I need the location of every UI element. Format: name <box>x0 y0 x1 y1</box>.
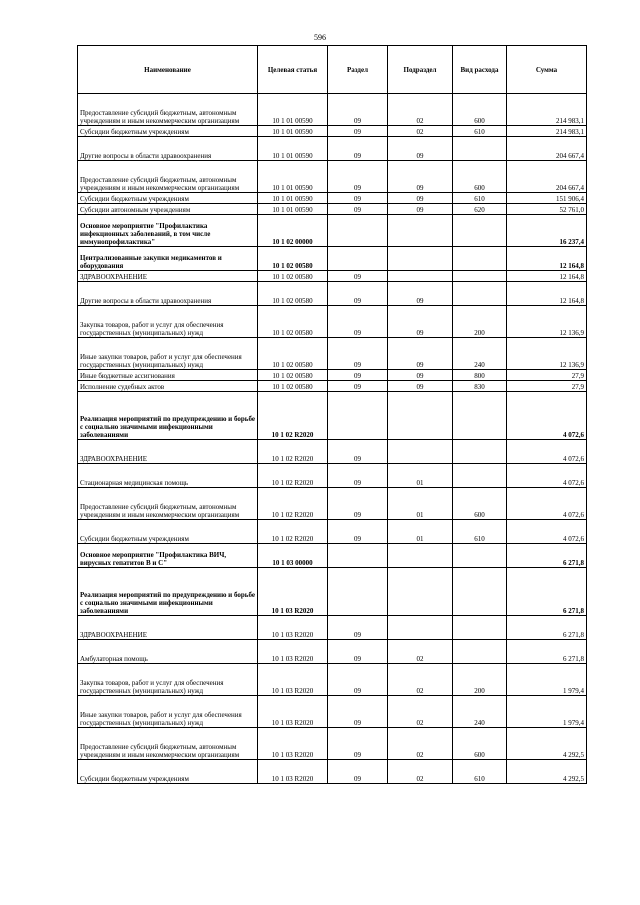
row-subsection-cell: 01 <box>388 464 453 488</box>
row-section-cell: 09 <box>328 381 388 392</box>
row-section-cell: 09 <box>328 193 388 204</box>
row-expense-type-cell: 240 <box>453 338 507 370</box>
table-body <box>78 94 587 784</box>
row-amount-cell: 6 271,8 <box>507 544 587 568</box>
table-row <box>78 520 587 544</box>
row-section-cell: 09 <box>328 464 388 488</box>
column-header-target: Целевая статья <box>258 46 328 94</box>
row-name-cell: ЗДРАВООХРАНЕНИЕ <box>78 440 258 464</box>
row-name-cell: Основное мероприятие "Профилактика инфекционных заболеваний, в том числе иммунопрофилактика" <box>78 215 258 247</box>
row-expense-type-cell: 600 <box>453 94 507 126</box>
row-name-cell: Закупка товаров, работ и услуг для обеспечения государственных (муниципальных) нужд <box>78 664 258 696</box>
row-subsection-cell <box>388 271 453 282</box>
row-amount-cell: 4 072,6 <box>507 520 587 544</box>
row-target-cell: 10 1 02 R2020 <box>258 440 328 464</box>
table-row <box>78 488 587 520</box>
row-subsection-cell <box>388 544 453 568</box>
row-section-cell: 09 <box>328 126 388 137</box>
row-target-cell: 10 1 02 00580 <box>258 271 328 282</box>
budget-table <box>77 45 587 784</box>
row-target-cell: 10 1 02 00580 <box>258 247 328 271</box>
row-section-cell <box>328 392 388 440</box>
row-amount-cell: 4 072,6 <box>507 488 587 520</box>
row-expense-type-cell: 200 <box>453 664 507 696</box>
row-expense-type-cell <box>453 392 507 440</box>
row-name-cell: Реализация мероприятий по предупреждению и борьбе с социально значимыми инфекционными заболеваниями <box>78 568 258 616</box>
row-expense-type-cell: 600 <box>453 488 507 520</box>
row-name-cell: Амбулаторная помощь <box>78 640 258 664</box>
row-expense-type-cell <box>453 215 507 247</box>
row-name-cell: Другие вопросы в области здравоохранения <box>78 282 258 306</box>
row-expense-type-cell: 240 <box>453 696 507 728</box>
table-row <box>78 247 587 271</box>
row-target-cell: 10 1 02 R2020 <box>258 392 328 440</box>
row-name-cell: Иные закупки товаров, работ и услуг для обеспечения государственных (муниципальных) нужд <box>78 338 258 370</box>
row-amount-cell: 4 292,5 <box>507 760 587 784</box>
row-name-cell: Предоставление субсидий бюджетным, автономным учреждениям и иным некоммерческим организациям <box>78 94 258 126</box>
row-expense-type-cell: 830 <box>453 381 507 392</box>
row-amount-cell: 12 136,9 <box>507 338 587 370</box>
row-section-cell: 09 <box>328 640 388 664</box>
table-row <box>78 137 587 161</box>
row-section-cell: 09 <box>328 271 388 282</box>
row-name-cell: Иные бюджетные ассигнования <box>78 370 258 381</box>
row-subsection-cell: 02 <box>388 640 453 664</box>
row-subsection-cell: 02 <box>388 94 453 126</box>
table-row <box>78 370 587 381</box>
row-amount-cell: 12 164,8 <box>507 247 587 271</box>
table-row <box>78 381 587 392</box>
row-expense-type-cell <box>453 544 507 568</box>
row-amount-cell: 204 667,4 <box>507 137 587 161</box>
row-section-cell: 09 <box>328 161 388 193</box>
row-subsection-cell: 02 <box>388 728 453 760</box>
row-name-cell: Субсидии бюджетным учреждениям <box>78 520 258 544</box>
table-row <box>78 464 587 488</box>
row-section-cell: 09 <box>328 664 388 696</box>
row-section-cell: 09 <box>328 137 388 161</box>
row-expense-type-cell <box>453 464 507 488</box>
row-section-cell: 09 <box>328 370 388 381</box>
row-target-cell: 10 1 03 R2020 <box>258 760 328 784</box>
row-name-cell: Исполнение судебных актов <box>78 381 258 392</box>
row-expense-type-cell: 610 <box>453 126 507 137</box>
row-amount-cell: 12 136,9 <box>507 306 587 338</box>
row-name-cell: Предоставление субсидий бюджетным, автономным учреждениям и иным некоммерческим организациям <box>78 488 258 520</box>
row-amount-cell: 214 983,1 <box>507 94 587 126</box>
row-subsection-cell: 09 <box>388 370 453 381</box>
row-name-cell: Иные закупки товаров, работ и услуг для обеспечения государственных (муниципальных) нужд <box>78 696 258 728</box>
table-row <box>78 193 587 204</box>
table-row <box>78 392 587 440</box>
row-amount-cell: 204 667,4 <box>507 161 587 193</box>
row-subsection-cell: 01 <box>388 520 453 544</box>
row-section-cell: 09 <box>328 440 388 464</box>
row-amount-cell: 214 983,1 <box>507 126 587 137</box>
table-row <box>78 94 587 126</box>
row-amount-cell: 6 271,8 <box>507 568 587 616</box>
row-amount-cell: 12 164,8 <box>507 271 587 282</box>
row-target-cell: 10 1 03 R2020 <box>258 640 328 664</box>
row-subsection-cell: 09 <box>388 137 453 161</box>
row-amount-cell: 4 072,6 <box>507 392 587 440</box>
table-row <box>78 306 587 338</box>
row-subsection-cell <box>388 616 453 640</box>
row-expense-type-cell: 600 <box>453 161 507 193</box>
column-header-expense-type: Вид расхода <box>453 46 507 94</box>
row-target-cell: 10 1 01 00590 <box>258 94 328 126</box>
row-target-cell: 10 1 02 00580 <box>258 282 328 306</box>
row-section-cell <box>328 247 388 271</box>
row-name-cell: ЗДРАВООХРАНЕНИЕ <box>78 616 258 640</box>
row-expense-type-cell: 200 <box>453 306 507 338</box>
row-section-cell: 09 <box>328 204 388 215</box>
column-header-amount: Сумма <box>507 46 587 94</box>
row-section-cell <box>328 544 388 568</box>
row-target-cell: 10 1 02 R2020 <box>258 488 328 520</box>
row-name-cell: Субсидии бюджетным учреждениям <box>78 126 258 137</box>
row-name-cell: Субсидии бюджетным учреждениям <box>78 760 258 784</box>
row-subsection-cell: 02 <box>388 126 453 137</box>
row-expense-type-cell <box>453 616 507 640</box>
row-name-cell: Субсидии автономным учреждениям <box>78 204 258 215</box>
row-target-cell: 10 1 03 R2020 <box>258 728 328 760</box>
row-subsection-cell: 09 <box>388 306 453 338</box>
row-subsection-cell: 02 <box>388 664 453 696</box>
row-amount-cell: 6 271,8 <box>507 616 587 640</box>
row-name-cell: Предоставление субсидий бюджетным, автономным учреждениям и иным некоммерческим организациям <box>78 728 258 760</box>
row-section-cell: 09 <box>328 94 388 126</box>
row-name-cell: Централизованные закупки медикаментов и оборудования <box>78 247 258 271</box>
row-subsection-cell: 02 <box>388 760 453 784</box>
table-row <box>78 440 587 464</box>
row-name-cell: ЗДРАВООХРАНЕНИЕ <box>78 271 258 282</box>
row-subsection-cell: 09 <box>388 338 453 370</box>
row-target-cell: 10 1 01 00590 <box>258 161 328 193</box>
table-row <box>78 204 587 215</box>
column-header-name: Наименование <box>78 46 258 94</box>
row-subsection-cell: 01 <box>388 488 453 520</box>
row-section-cell: 09 <box>328 488 388 520</box>
row-expense-type-cell <box>453 440 507 464</box>
row-section-cell <box>328 215 388 247</box>
row-subsection-cell <box>388 247 453 271</box>
row-section-cell: 09 <box>328 306 388 338</box>
table-row <box>78 282 587 306</box>
row-target-cell: 10 1 03 R2020 <box>258 664 328 696</box>
row-expense-type-cell <box>453 568 507 616</box>
row-target-cell: 10 1 02 00580 <box>258 338 328 370</box>
table-row <box>78 126 587 137</box>
row-name-cell: Другие вопросы в области здравоохранения <box>78 137 258 161</box>
table-row <box>78 664 587 696</box>
row-amount-cell: 1 979,4 <box>507 664 587 696</box>
row-amount-cell: 1 979,4 <box>507 696 587 728</box>
row-expense-type-cell: 610 <box>453 760 507 784</box>
row-section-cell <box>328 568 388 616</box>
row-subsection-cell: 09 <box>388 161 453 193</box>
table-row <box>78 696 587 728</box>
row-subsection-cell <box>388 392 453 440</box>
row-subsection-cell: 09 <box>388 193 453 204</box>
row-name-cell: Основное мероприятие "Профилактика ВИЧ, вирусных гепатитов В и С" <box>78 544 258 568</box>
row-section-cell: 09 <box>328 338 388 370</box>
row-expense-type-cell: 610 <box>453 520 507 544</box>
row-subsection-cell: 09 <box>388 282 453 306</box>
row-name-cell: Субсидии бюджетным учреждениям <box>78 193 258 204</box>
row-amount-cell: 4 072,6 <box>507 464 587 488</box>
row-amount-cell: 27,9 <box>507 370 587 381</box>
table-row <box>78 161 587 193</box>
page-number: 596 <box>314 33 326 42</box>
row-amount-cell: 52 761,0 <box>507 204 587 215</box>
table-row <box>78 544 587 568</box>
row-subsection-cell <box>388 440 453 464</box>
row-expense-type-cell: 600 <box>453 728 507 760</box>
row-section-cell: 09 <box>328 728 388 760</box>
row-section-cell: 09 <box>328 616 388 640</box>
row-target-cell: 10 1 01 00590 <box>258 204 328 215</box>
row-amount-cell: 4 292,5 <box>507 728 587 760</box>
row-target-cell: 10 1 01 00590 <box>258 137 328 161</box>
row-name-cell: Закупка товаров, работ и услуг для обеспечения государственных (муниципальных) нужд <box>78 306 258 338</box>
row-subsection-cell <box>388 215 453 247</box>
row-target-cell: 10 1 01 00590 <box>258 193 328 204</box>
column-header-section: Раздел <box>328 46 388 94</box>
row-expense-type-cell <box>453 137 507 161</box>
row-amount-cell: 12 164,8 <box>507 282 587 306</box>
row-target-cell: 10 1 03 00000 <box>258 544 328 568</box>
row-section-cell: 09 <box>328 282 388 306</box>
row-expense-type-cell: 610 <box>453 193 507 204</box>
row-name-cell: Реализация мероприятий по предупреждению и борьбе с социально значимыми инфекционными заболеваниями <box>78 392 258 440</box>
row-target-cell: 10 1 03 R2020 <box>258 696 328 728</box>
row-target-cell: 10 1 02 R2020 <box>258 464 328 488</box>
row-target-cell: 10 1 03 R2020 <box>258 616 328 640</box>
table-row <box>78 215 587 247</box>
row-expense-type-cell <box>453 247 507 271</box>
row-name-cell: Предоставление субсидий бюджетным, автономным учреждениям и иным некоммерческим организациям <box>78 161 258 193</box>
row-subsection-cell: 02 <box>388 696 453 728</box>
column-header-subsection: Подраздел <box>388 46 453 94</box>
row-expense-type-cell: 620 <box>453 204 507 215</box>
row-section-cell: 09 <box>328 760 388 784</box>
table-row <box>78 760 587 784</box>
table-row <box>78 728 587 760</box>
row-section-cell: 09 <box>328 696 388 728</box>
row-name-cell: Стационарная медицинская помощь <box>78 464 258 488</box>
table-row <box>78 338 587 370</box>
row-subsection-cell: 09 <box>388 204 453 215</box>
row-subsection-cell: 09 <box>388 381 453 392</box>
row-expense-type-cell <box>453 282 507 306</box>
row-target-cell: 10 1 01 00590 <box>258 126 328 137</box>
row-target-cell: 10 1 02 00580 <box>258 381 328 392</box>
row-target-cell: 10 1 02 R2020 <box>258 520 328 544</box>
row-amount-cell: 27,9 <box>507 381 587 392</box>
table-row <box>78 271 587 282</box>
table-row <box>78 568 587 616</box>
row-target-cell: 10 1 03 R2020 <box>258 568 328 616</box>
row-target-cell: 10 1 02 00580 <box>258 306 328 338</box>
row-expense-type-cell <box>453 640 507 664</box>
row-amount-cell: 16 237,4 <box>507 215 587 247</box>
row-expense-type-cell: 800 <box>453 370 507 381</box>
table-row <box>78 616 587 640</box>
table-header-row <box>78 46 587 94</box>
row-expense-type-cell <box>453 271 507 282</box>
row-amount-cell: 6 271,8 <box>507 640 587 664</box>
row-amount-cell: 4 072,6 <box>507 440 587 464</box>
row-target-cell: 10 1 02 00000 <box>258 215 328 247</box>
row-amount-cell: 151 906,4 <box>507 193 587 204</box>
table-row <box>78 640 587 664</box>
row-subsection-cell <box>388 568 453 616</box>
row-target-cell: 10 1 02 00580 <box>258 370 328 381</box>
row-section-cell: 09 <box>328 520 388 544</box>
